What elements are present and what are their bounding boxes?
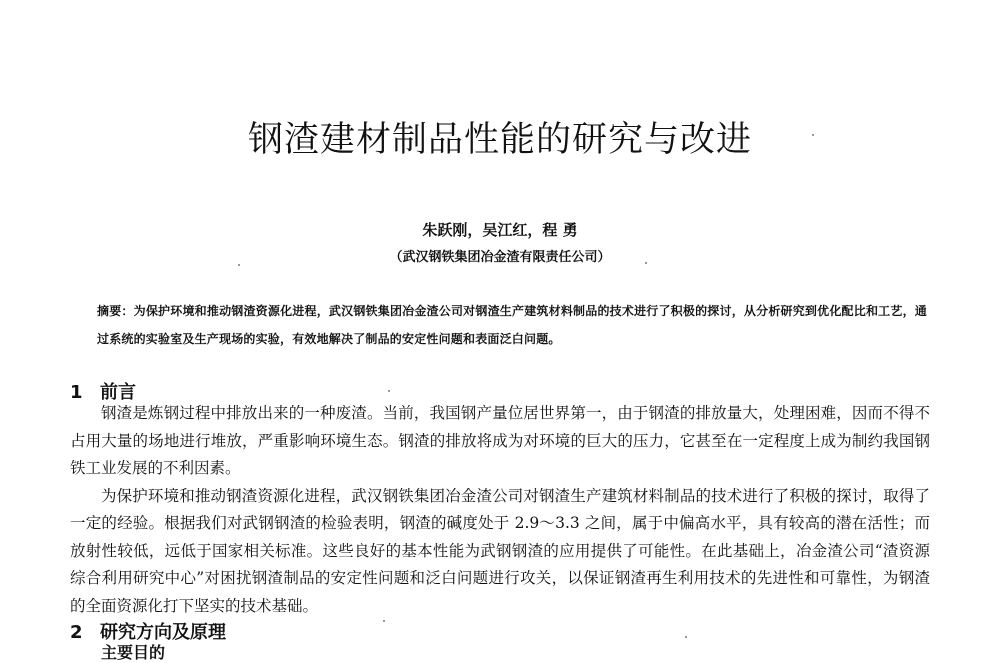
scan-speck <box>388 390 390 392</box>
scan-speck <box>238 264 240 266</box>
scan-speck <box>685 636 687 638</box>
paragraph: 为保护环境和推动钢渣资源化进程，武汉钢铁集团冶金渣公司对钢渣生产建筑材料制品的技术进行了积极的探讨，取得了一定的经验。根据我们对武钢钢渣的检验表明，钢渣的碱度处于 2.9～3.3 之间，属于中偏高水平，具有较高的潜在活性；而放射性较低，远低于国家相关标准。这些良好的基本性能为武钢钢渣的应用提供了可能性。在此基础上，冶金渣公司“渣资源综合利用研究中心”对困扰钢渣制品的安定性问题和泛白问题进行攻关，以保证钢渣再生利用技术的先进性和可靠性，为钢渣的全面资源化打下坚实的技术基础。 <box>70 486 930 615</box>
author-list: 朱跃刚，吴江红，程 勇 <box>422 221 578 239</box>
affiliation: （武汉钢铁集团冶金渣有限责任公司） <box>389 250 611 265</box>
subsection-heading: 主要目的 <box>101 643 166 662</box>
paper-title: 钢渣建材制品性能的研究与改进 <box>247 120 752 160</box>
section-title: 前言 <box>100 382 136 403</box>
section-title: 研究方向及原理 <box>100 622 226 643</box>
section-number: 2 <box>70 622 83 643</box>
scan-speck <box>645 262 647 264</box>
abstract-label: 摘要： <box>97 304 134 318</box>
section-number: 1 <box>70 382 83 403</box>
abstract <box>97 297 927 353</box>
section-body-1 <box>70 400 930 620</box>
paragraph: 钢渣是炼钢过程中排放出来的一种废渣。当前，我国钢产量位居世界第一，由于钢渣的排放量大，处理困难，因而不得不占用大量的场地进行堆放，严重影响环境生态。钢渣的排放将成为对环境的巨大的压力，它甚至在一定程度上成为制约我国钢铁工业发展的不利因素。 <box>70 404 930 477</box>
scan-speck <box>812 134 814 136</box>
abstract-text: 为保护环境和推动钢渣资源化进程，武汉钢铁集团冶金渣公司对钢渣生产建筑材料制品的技术进行了积极的探讨，从分析研究到优化配比和工艺，通过系统的实验室及生产现场的实验，有效地解决了制品的安定性问题和表面泛白问题。 <box>97 304 927 346</box>
scan-speck <box>383 620 385 622</box>
